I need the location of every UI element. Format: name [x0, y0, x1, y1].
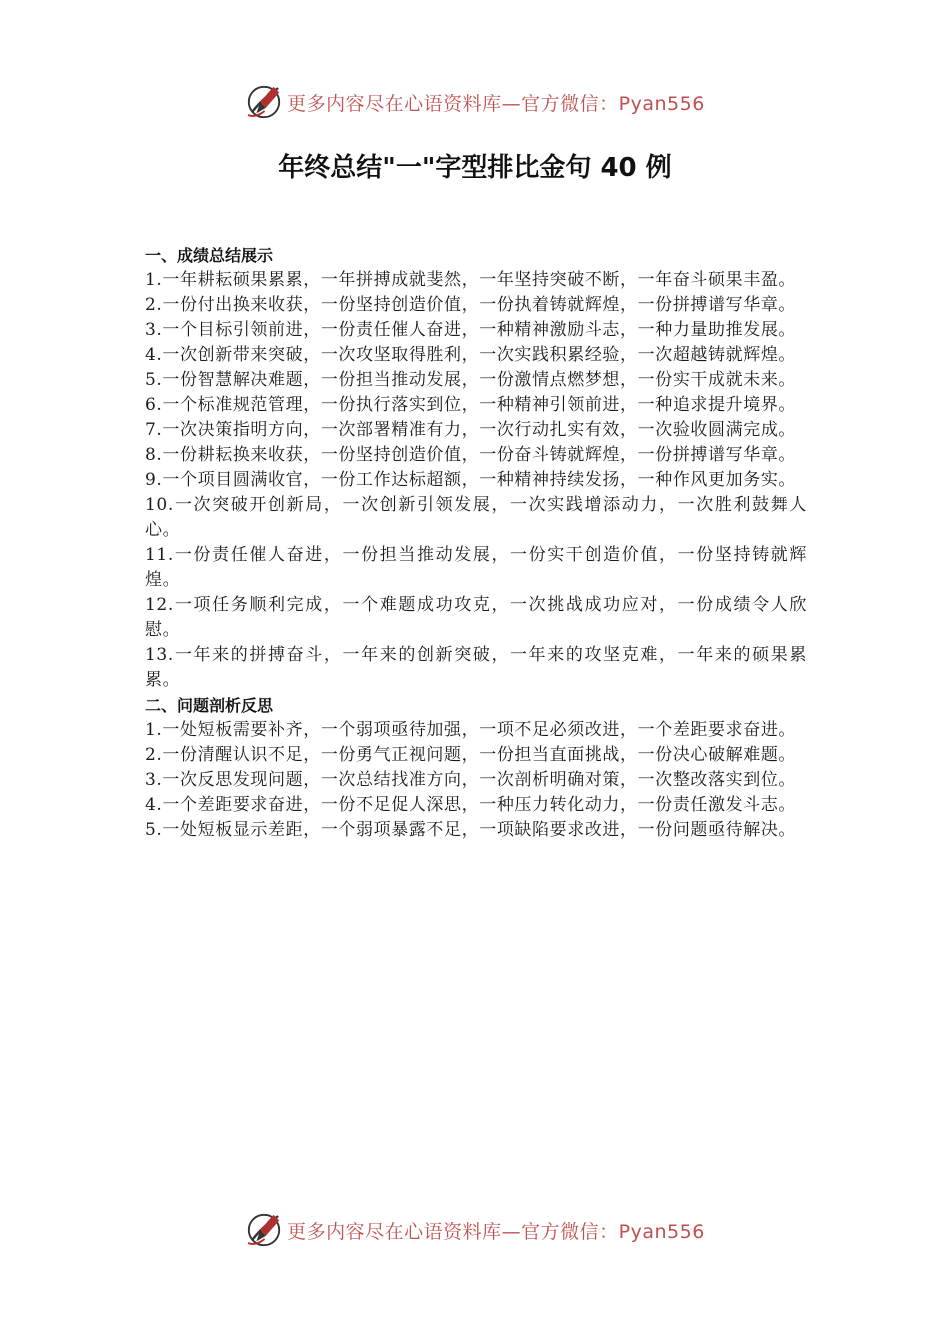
section-heading: 二、问题剖析反思	[145, 696, 274, 715]
list-item: 4.一个差距要求奋进，一份不足促人深思，一种压力转化动力，一份责任激发斗志。	[145, 795, 797, 815]
pen-circle-logo-icon	[245, 1211, 283, 1249]
pen-circle-logo-icon	[245, 83, 283, 121]
section-heading: 一、成绩总结展示	[145, 246, 274, 265]
list-item: 9.一个项目圆满收官，一份工作达标超额，一种精神持续发扬，一种作风更加务实。	[145, 470, 797, 490]
list-item: 4.一次创新带来突破，一次攻坚取得胜利，一次实践积累经验，一次超越铸就辉煌。	[145, 345, 797, 365]
banner-text: 更多内容尽在心语资料库—官方微信：Pyan556	[287, 1220, 705, 1243]
footer-banner	[0, 1208, 950, 1252]
document-title: 年终总结"一"字型排比金句 40 例	[278, 153, 672, 183]
list-item: 11.一份责任催人奋进，一份担当推动发展，一份实干创造价值，一份坚持铸就辉煌。	[145, 545, 807, 590]
list-item: 5.一份智慧解决难题，一份担当推动发展，一份激情点燃梦想，一份实干成就未来。	[145, 370, 797, 390]
list-item: 10.一次突破开创新局，一次创新引领发展，一次实践增添动力，一次胜利鼓舞人心。	[145, 495, 807, 540]
list-item: 2.一份付出换来收获，一份坚持创造价值，一份执着铸就辉煌，一份拼搏谱写华章。	[145, 295, 797, 315]
list-item: 8.一份耕耘换来收获，一份坚持创造价值，一份奋斗铸就辉煌，一份拼搏谱写华章。	[145, 445, 797, 465]
list-item: 5.一处短板显示差距，一个弱项暴露不足，一项缺陷要求改进，一份问题亟待解决。	[145, 820, 797, 840]
list-item: 2.一份清醒认识不足，一份勇气正视问题，一份担当直面挑战，一份决心破解难题。	[145, 745, 797, 765]
document-body	[145, 243, 807, 843]
list-item: 1.一年耕耘硕果累累，一年拼搏成就斐然，一年坚持突破不断，一年奋斗硕果丰盈。	[145, 270, 797, 290]
header-banner	[0, 80, 950, 124]
banner-text: 更多内容尽在心语资料库—官方微信：Pyan556	[287, 92, 705, 115]
list-item: 3.一个目标引领前进，一份责任催人奋进，一种精神激励斗志，一种力量助推发展。	[145, 320, 797, 340]
list-item: 13.一年来的拼搏奋斗，一年来的创新突破，一年来的攻坚克难，一年来的硕果累累。	[145, 645, 807, 690]
list-item: 3.一次反思发现问题，一次总结找准方向，一次剖析明确对策，一次整改落实到位。	[145, 770, 797, 790]
list-item: 6.一个标准规范管理，一份执行落实到位，一种精神引领前进，一种追求提升境界。	[145, 395, 797, 415]
list-item: 1.一处短板需要补齐，一个弱项亟待加强，一项不足必须改进，一个差距要求奋进。	[145, 720, 797, 740]
list-item: 12.一项任务顺利完成，一个难题成功攻克，一次挑战成功应对，一份成绩令人欣慰。	[145, 595, 807, 640]
list-item: 7.一次决策指明方向，一次部署精准有力，一次行动扎实有效，一次验收圆满完成。	[145, 420, 797, 440]
